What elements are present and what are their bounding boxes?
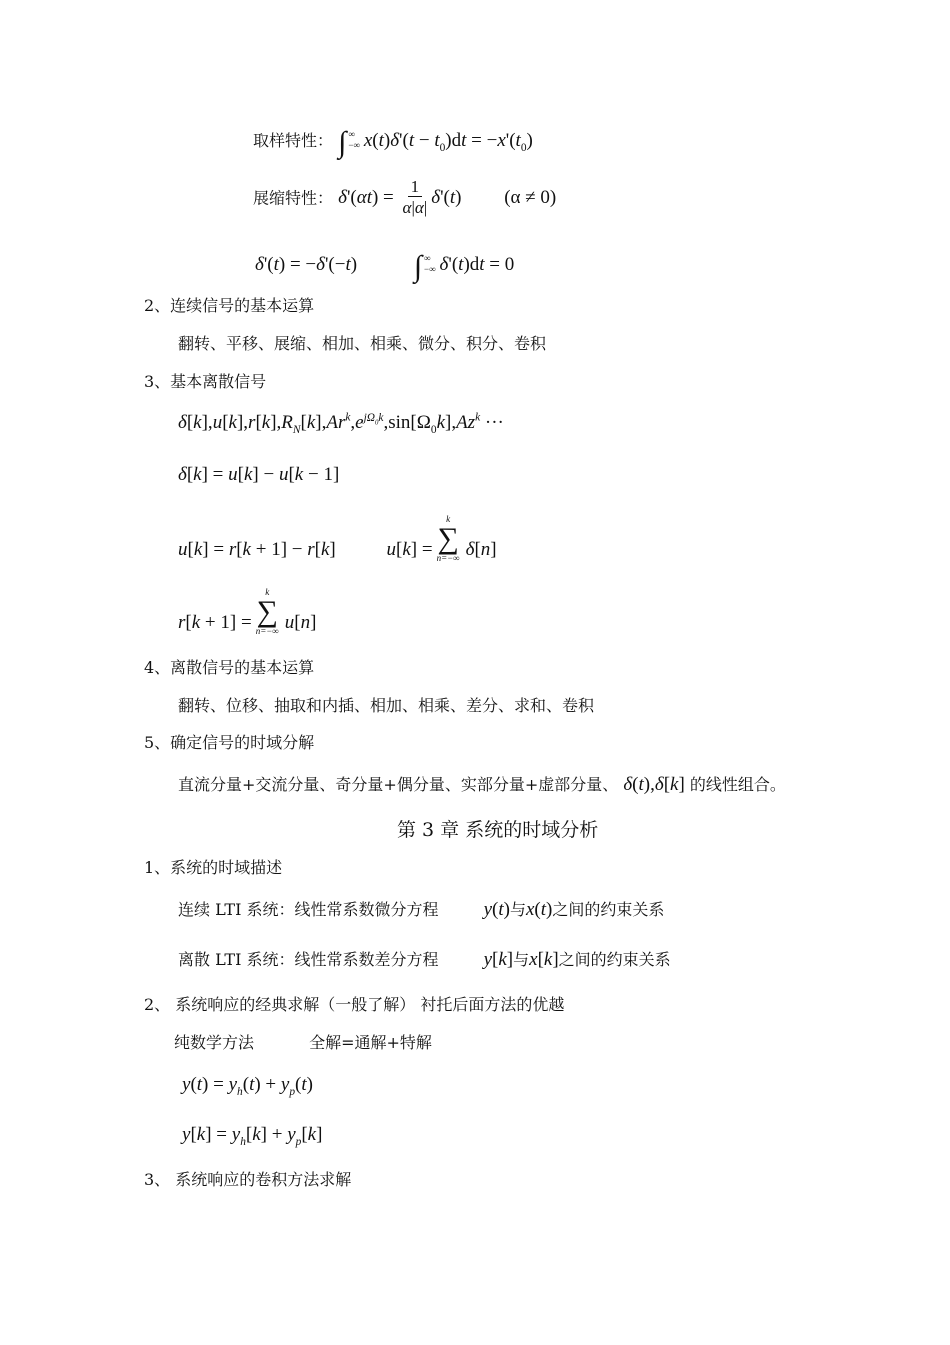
discrete-lti-text: 离散 LTI 系统：线性常系数差分方程: [178, 950, 439, 969]
discrete-relation: 之间的约束关系: [558, 950, 671, 969]
continuous-relation: 之间的约束关系: [552, 900, 665, 919]
scaling-label: 展缩特性：: [253, 188, 334, 208]
heading-system-description: 1、系统的时域描述: [144, 858, 283, 877]
continuous-ops-list: 翻转、平移、展缩、相加、相乘、微分、积分、卷积: [178, 334, 547, 353]
u-k-formulas: u[k] = r[k + 1] − r[k] u[k] = k ∑ n=−∞ δ[n]: [178, 514, 497, 563]
continuous-lti-text: 连续 LTI 系统：线性常系数微分方程: [178, 900, 439, 919]
discrete-lti-line: 离散 LTI 系统：线性常系数差分方程 y[k]与x[k]之间的约束关系: [178, 949, 671, 970]
heading-continuous-ops: 2、连续信号的基本运算: [144, 296, 315, 315]
discrete-signals-formula: $\delta[k],u[k],r[k],R_N[k],Ar^k,e^{j\Omega_0k},\sin[\Omega_0k],Az^k$ ···: [178, 411, 504, 436]
scaling-property: [253, 177, 557, 218]
heading-classical-solution: 2、 系统响应的经典求解（一般了解） 衬托后面方法的优越: [144, 995, 565, 1014]
heading-decomposition: 5、确定信号的时域分解: [144, 733, 315, 752]
sampling-property: [253, 128, 533, 158]
r-k-formula: r[k + 1] = k ∑ n=−∞ u[n]: [178, 587, 317, 636]
delta-k-formula: δ[k] = u[k] − u[k − 1]: [178, 464, 340, 485]
yu-text-1: 与: [509, 900, 526, 919]
pure-math-line: [174, 1035, 432, 1051]
decomposition-tail: 的线性组合。: [689, 775, 786, 794]
decomposition-line: 直流分量+交流分量、奇分量+偶分量、实部分量+虚部分量、 δ(t),δ[k] 的线性组合。: [178, 774, 786, 795]
decomposition-text: 直流分量+交流分量、奇分量+偶分量、实部分量+虚部分量、: [178, 775, 619, 794]
pure-math-text: 纯数学方法: [174, 1033, 255, 1052]
chapter-title: 第 3 章 系统的时域分析: [397, 819, 599, 841]
sampling-formula: ∫ ∞ −∞ $x(t)\delta'(t - t_0)dt = -x'(t_0)$: [338, 126, 533, 159]
yu-text-2: 与: [513, 950, 530, 969]
alpha-condition: (α ≠ 0): [504, 187, 557, 209]
continuous-lti-line: 连续 LTI 系统：线性常系数微分方程 y(t)与x(t)之间的约束关系: [178, 899, 665, 920]
full-solution-text: 全解=通解+特解: [309, 1033, 432, 1052]
heading-discrete-signals: 3、基本离散信号: [144, 372, 267, 391]
heading-discrete-ops: 4、离散信号的基本运算: [144, 658, 315, 677]
sampling-label: 取样特性：: [253, 131, 334, 150]
heading-convolution-solution: 3、 系统响应的卷积方法求解: [144, 1170, 352, 1189]
delta-prime-odd-formula: δ'(t) = −δ'(−t) ∫ ∞ −∞ δ'(t)dt = 0: [255, 250, 515, 283]
yk-solution-formula: $y[k] = y_h[k] + y_p[k]$: [182, 1124, 323, 1148]
discrete-ops-list: 翻转、位移、抽取和内插、相加、相乘、差分、求和、卷积: [178, 696, 595, 715]
scaling-formula: δ'(αt) = $\frac{1}{\alpha|\alpha|}$ δ'(t): [338, 177, 467, 217]
yt-solution-formula: $y(t) = y_h(t) + y_p(t)$: [182, 1074, 313, 1098]
